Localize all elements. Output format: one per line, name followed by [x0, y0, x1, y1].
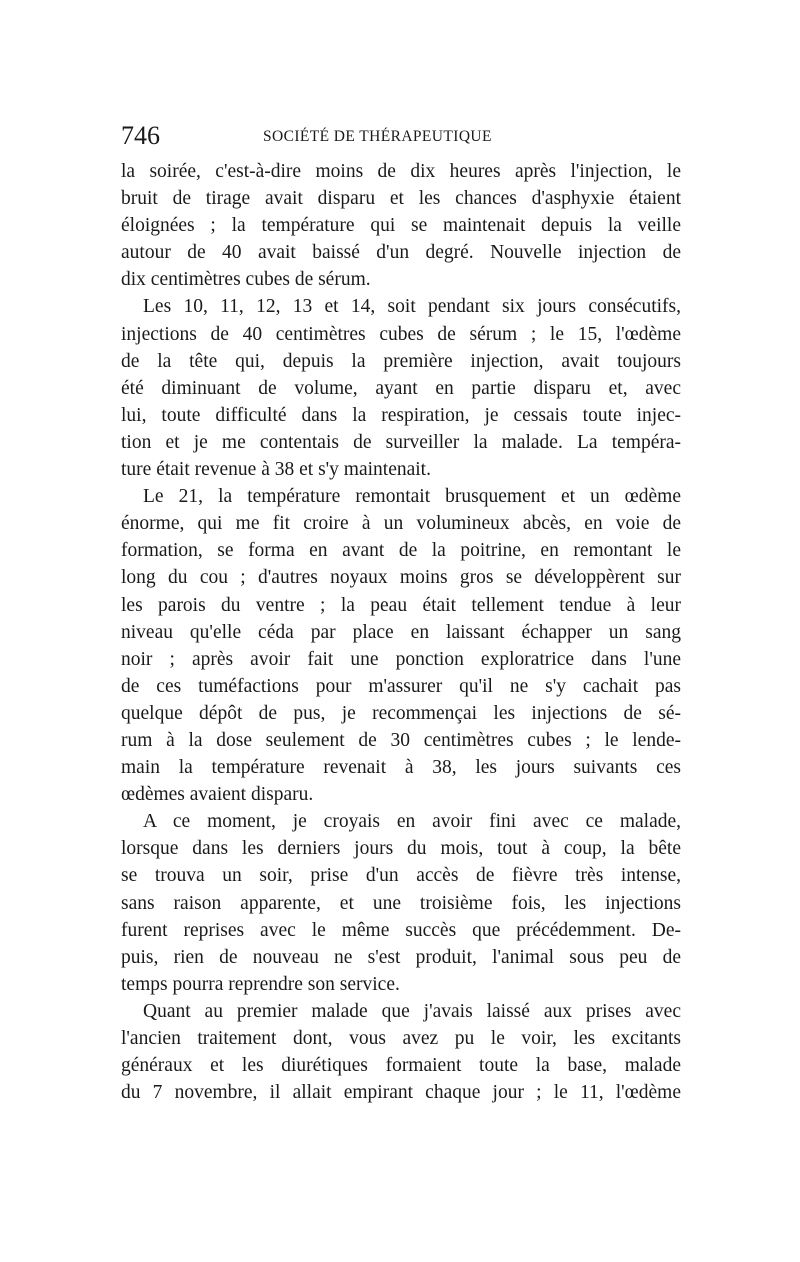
- paragraph: [121, 483, 681, 808]
- text-line: été diminuant de volume, ayant en partie disparu et, avec: [121, 377, 681, 399]
- paragraph: [121, 998, 681, 1106]
- page-header: [121, 118, 681, 154]
- text-line: long du cou ; d'autres noyaux moins gros se développèrent sur: [121, 567, 681, 589]
- text-line: œdèmes avaient disparu.: [121, 784, 314, 806]
- paragraph: [121, 293, 681, 483]
- paragraph: [121, 158, 681, 293]
- text-line: généraux et les diurétiques formaient toute la base, malade: [121, 1055, 681, 1077]
- paragraph: [121, 808, 681, 998]
- text-line: bruit de tirage avait disparu et les chances d'asphyxie étaient: [121, 188, 681, 210]
- text-line: main la température revenait à 38, les jours suivants ces: [121, 757, 681, 779]
- text-line: rum à la dose seulement de 30 centimètres cubes ; le lende-: [121, 729, 681, 751]
- text-line: Quant au premier malade que j'avais laissé aux prises avec: [143, 1000, 681, 1022]
- text-line: de ces tuméfactions pour m'assurer qu'il ne s'y cachait pas: [121, 675, 681, 697]
- text-line: puis, rien de nouveau ne s'est produit, l'animal sous peu de: [121, 946, 681, 968]
- text-line: l'ancien traitement dont, vous avez pu le voir, les excitants: [121, 1028, 681, 1049]
- running-head: SOCIÉTÉ DE THÉRAPEUTIQUE: [263, 128, 492, 145]
- text-line: formation, se forma en avant de la poitrine, en remontant le: [121, 540, 681, 562]
- text-line: de la tête qui, depuis la première injection, avait toujours: [121, 350, 681, 372]
- text-line: dix centimètres cubes de sérum.: [121, 269, 371, 291]
- text-line: noir ; après avoir fait une ponction exploratrice dans l'une: [121, 648, 681, 670]
- text-line: autour de 40 avait baissé d'un degré. Nouvelle injection de: [121, 242, 681, 264]
- text-line: du 7 novembre, il allait empirant chaque jour ; le 11, l'œdème: [121, 1082, 681, 1104]
- text-line: niveau qu'elle céda par place en laissant échapper un sang: [121, 621, 681, 643]
- text-line: Les 10, 11, 12, 13 et 14, soit pendant six jours consécutifs,: [143, 296, 681, 318]
- text-line: temps pourra reprendre son service.: [121, 973, 400, 995]
- text-line: lorsque dans les derniers jours du mois, tout à coup, la bête: [121, 838, 681, 860]
- text-line: ture était revenue à 38 et s'y maintenait.: [121, 459, 431, 481]
- body-text: [121, 158, 681, 1106]
- text-line: les parois du ventre ; la peau était tellement tendue à leur: [121, 594, 681, 616]
- text-line: lui, toute difficulté dans la respiration, je cessais toute injec-: [121, 404, 681, 426]
- text-line: furent reprises avec le même succès que précédemment. De-: [121, 919, 681, 941]
- text-line: Le 21, la température remontait brusquement et un œdème: [143, 486, 681, 508]
- text-line: la soirée, c'est-à-dire moins de dix heures après l'injection, le: [121, 161, 681, 182]
- page-number: 746: [121, 121, 160, 150]
- text-line: quelque dépôt de pus, je recommençai les injections de sé-: [121, 702, 681, 724]
- text-line: tion et je me contentais de surveiller la malade. La tempéra-: [121, 431, 681, 453]
- text-line: éloignées ; la température qui se maintenait depuis la veille: [121, 215, 681, 237]
- text-line: énorme, qui me fit croire à un volumineux abcès, en voie de: [121, 513, 681, 535]
- text-line: sans raison apparente, et une troisième fois, les injections: [121, 892, 681, 914]
- text-line: A ce moment, je croyais en avoir fini avec ce malade,: [143, 811, 681, 833]
- text-line: se trouva un soir, prise d'un accès de fièvre très intense,: [121, 865, 681, 887]
- text-line: injections de 40 centimètres cubes de sérum ; le 15, l'œdème: [121, 323, 681, 345]
